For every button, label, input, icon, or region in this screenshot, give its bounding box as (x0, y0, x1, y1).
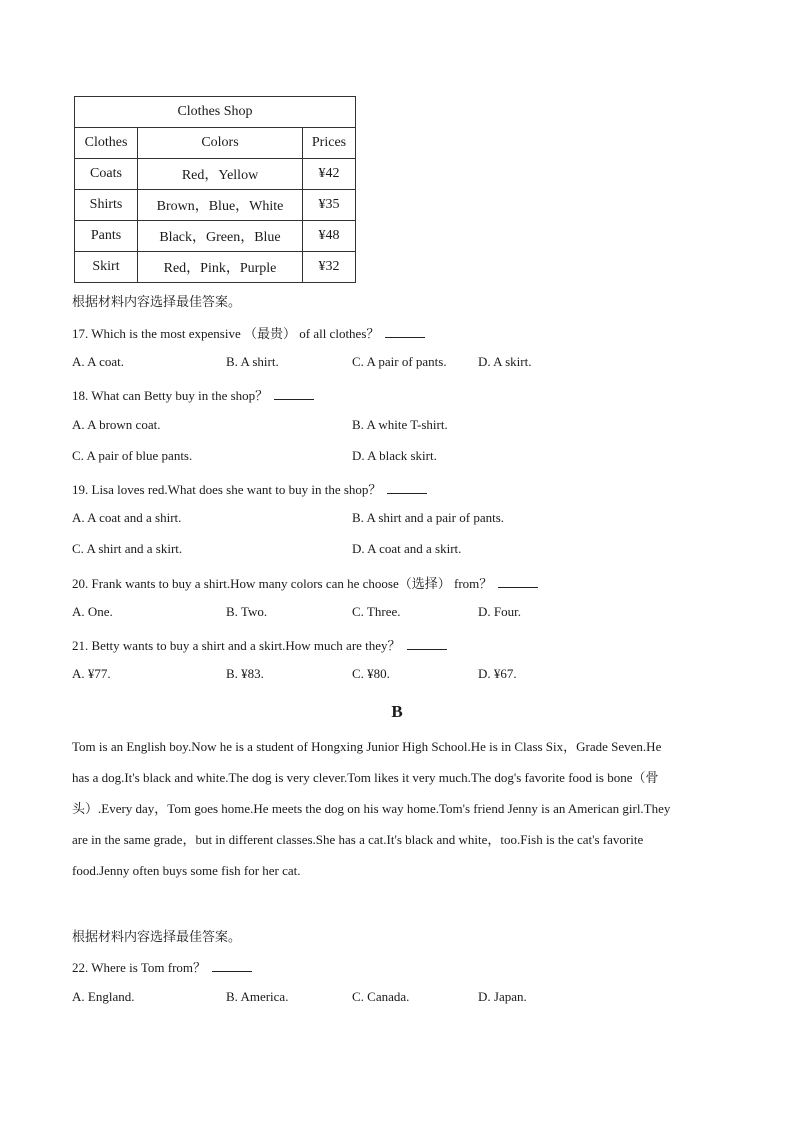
question-17 (72, 323, 425, 342)
table-cell: ¥42 (303, 159, 356, 190)
option-a[interactable]: A. England. (72, 989, 135, 1004)
option-d[interactable]: D. Japan. (478, 989, 527, 1004)
option-d[interactable]: D. Four. (478, 604, 521, 619)
table-row (75, 159, 356, 190)
table-row (75, 252, 356, 283)
option-c[interactable]: C. ¥80. (352, 666, 390, 681)
question-22 (72, 957, 252, 976)
instruction-text-2: 根据材料内容选择最佳答案。 (72, 930, 242, 945)
passage-line: Tom is an English boy.Now he is a student of Hongxing Junior High School.He is in Class Six，Grade Seven.He (72, 739, 662, 754)
table-cell: Red，Yellow (138, 159, 303, 190)
passage-line: are in the same grade，but in different classes.She has a cat.It's black and white，too.Fish is the cat's favorite (72, 832, 644, 847)
table-cell: Coats (75, 159, 138, 190)
clothes-shop-table (74, 96, 356, 283)
table-cell: Red，Pink，Purple (138, 252, 303, 283)
question-21 (72, 635, 447, 654)
option-c[interactable]: C. A pair of blue pants. (72, 448, 193, 463)
passage-line: food.Jenny often buys some fish for her cat. (72, 863, 301, 878)
answer-blank[interactable] (498, 575, 538, 588)
table-cell: Black，Green，Blue (138, 221, 303, 252)
option-a[interactable]: A. A coat. (72, 354, 124, 369)
option-b[interactable]: B. ¥83. (226, 666, 264, 681)
header-prices: Prices (303, 128, 356, 159)
question-18 (72, 385, 314, 404)
table-cell: ¥32 (303, 252, 356, 283)
option-d[interactable]: D. ¥67. (478, 666, 517, 681)
question-text: 21. Betty wants to buy a shirt and a skirt.How much are they？ (72, 638, 401, 653)
answer-blank[interactable] (385, 325, 425, 338)
option-b[interactable]: B. Two. (226, 604, 268, 619)
option-c[interactable]: C. A pair of pants. (352, 354, 447, 369)
option-d[interactable]: D. A black skirt. (352, 448, 437, 463)
table-cell: ¥48 (303, 221, 356, 252)
question-20 (72, 573, 538, 592)
answer-blank[interactable] (274, 387, 314, 400)
question-text: 22. Where is Tom from？ (72, 960, 207, 975)
section-heading-b: B (391, 702, 403, 721)
option-a[interactable]: A. A coat and a shirt. (72, 510, 182, 525)
answer-blank[interactable] (387, 481, 427, 494)
option-b[interactable]: B. A shirt and a pair of pants. (352, 510, 505, 525)
table-cell: Brown，Blue，White (138, 190, 303, 221)
option-b[interactable]: B. A shirt. (226, 354, 279, 369)
reading-passage (72, 731, 722, 886)
passage-line: has a dog.It's black and white.The dog is very clever.Tom likes it very much.The dog's favorite food is bone（骨 (72, 770, 659, 785)
question-text: 18. What can Betty buy in the shop？ (72, 388, 269, 403)
option-c[interactable]: C. A shirt and a skirt. (72, 541, 183, 556)
question-text: 20. Frank wants to buy a shirt.How many colors can he choose（选择） from？ (72, 576, 493, 591)
table-cell: ¥35 (303, 190, 356, 221)
table-cell: Shirts (75, 190, 138, 221)
answer-blank[interactable] (212, 959, 252, 972)
question-text: 17. Which is the most expensive （最贵） of all clothes？ (72, 326, 380, 341)
table-row (75, 221, 356, 252)
header-clothes: Clothes (75, 128, 138, 159)
passage-line: 头）.Every day，Tom goes home.He meets the dog on his way home.Tom's friend Jenny is an American girl.They (72, 801, 671, 816)
option-c[interactable]: C. Canada. (352, 989, 410, 1004)
option-a[interactable]: A. One. (72, 604, 113, 619)
table-header-row (75, 128, 356, 159)
option-b[interactable]: B. America. (226, 989, 289, 1004)
option-d[interactable]: D. A skirt. (478, 354, 532, 369)
option-a[interactable]: A. ¥77. (72, 666, 111, 681)
option-c[interactable]: C. Three. (352, 604, 401, 619)
question-19 (72, 479, 427, 498)
option-d[interactable]: D. A coat and a skirt. (352, 541, 462, 556)
question-text: 19. Lisa loves red.What does she want to buy in the shop？ (72, 482, 382, 497)
option-b[interactable]: B. A white T-shirt. (352, 417, 448, 432)
table-row (75, 190, 356, 221)
header-colors: Colors (138, 128, 303, 159)
table-cell: Skirt (75, 252, 138, 283)
table-title: Clothes Shop (75, 97, 356, 128)
table-cell: Pants (75, 221, 138, 252)
instruction-text: 根据材料内容选择最佳答案。 (72, 295, 242, 310)
option-a[interactable]: A. A brown coat. (72, 417, 161, 432)
answer-blank[interactable] (407, 637, 447, 650)
